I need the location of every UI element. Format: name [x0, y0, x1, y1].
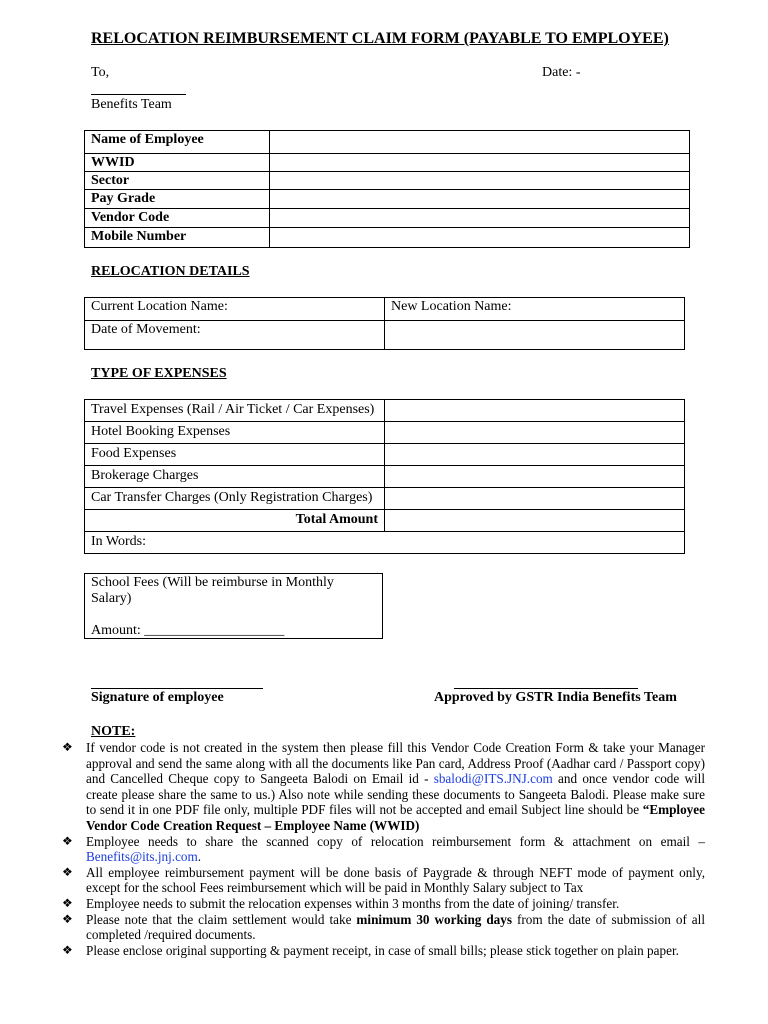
field-label: Mobile Number — [85, 228, 270, 248]
expenses-heading: TYPE OF EXPENSES — [91, 366, 227, 381]
notes-section — [62, 724, 705, 958]
note-text: Please enclose original supporting & payment receipt, in case of small bills; please stick together on plain paper. — [86, 942, 679, 958]
employee-signature-line[interactable] — [91, 688, 263, 689]
note-heading: NOTE: — [91, 724, 136, 739]
date-of-movement-value[interactable] — [385, 321, 685, 350]
total-amount-label: Total Amount — [85, 510, 385, 532]
in-words-field[interactable]: In Words: — [85, 532, 685, 554]
expense-label: Hotel Booking Expenses — [85, 422, 385, 444]
employee-signature-label: Signature of employee — [91, 690, 224, 705]
note-text: All employee reimbursement payment will be done basis of Paygrade & through NEFT mode of payment only, except for the school Fees reimbursement which will be paid in Monthly Salary subject to Tax — [86, 864, 705, 896]
note-item — [62, 896, 705, 912]
note-item — [62, 740, 705, 834]
field-label: WWID — [85, 154, 270, 172]
to-label: To, — [91, 65, 110, 80]
travel-amount-field[interactable] — [385, 400, 685, 422]
school-fees-amount[interactable]: Amount: ____________________ — [91, 623, 285, 638]
sbalodi-email-link[interactable]: sbalodi@ITS.JNJ.com — [433, 771, 553, 787]
benefits-email-link[interactable]: Benefits@its.jnj.com — [86, 849, 198, 865]
note-bold-text: “Employee Vendor Code Creation Request – Employee Name (WWID) — [86, 802, 705, 833]
relocation-heading: RELOCATION DETAILS — [91, 264, 250, 279]
date-label: Date: - — [542, 65, 581, 80]
field-label: Pay Grade — [85, 190, 270, 209]
total-amount-field[interactable] — [385, 510, 685, 532]
diamond-bullet-icon: ❖ — [62, 942, 73, 957]
current-location-cell[interactable]: Current Location Name: — [85, 298, 385, 321]
notes-list — [62, 740, 705, 958]
brokerage-amount-field[interactable] — [385, 466, 685, 488]
field-label: Sector — [85, 172, 270, 190]
sector-field[interactable] — [270, 172, 690, 190]
form-title: RELOCATION REIMBURSEMENT CLAIM FORM (PAYABLE TO EMPLOYEE) — [91, 30, 669, 47]
diamond-bullet-icon: ❖ — [62, 864, 73, 879]
note-text: Employee needs to submit the relocation expenses within 3 months from the date of joining/ transfer. — [86, 895, 620, 911]
note-text: If vendor code is not created in the system then please fill this Vendor Code Creation Form & take your Manager approval and send the same along with all the documents like Pan card, Address Proof (Aadhar card / Passport copy) and Cancelled Cheque copy to Sangeeta Balodi on Email id - — [86, 740, 705, 787]
new-location-cell[interactable]: New Location Name: — [385, 298, 685, 321]
note-text: from the date of submission of all completed /required documents. — [86, 911, 705, 943]
diamond-bullet-icon: ❖ — [62, 911, 73, 926]
note-bold-text: minimum 30 working days — [356, 911, 513, 927]
note-item — [62, 912, 705, 943]
car-transfer-amount-field[interactable] — [385, 488, 685, 510]
hotel-amount-field[interactable] — [385, 422, 685, 444]
diamond-bullet-icon: ❖ — [62, 833, 73, 848]
relocation-details-table — [84, 297, 685, 350]
expense-label: Travel Expenses (Rail / Air Ticket / Car Expenses) — [85, 400, 385, 422]
expense-label: Car Transfer Charges (Only Registration Charges) — [85, 488, 385, 510]
school-fees-box — [84, 573, 383, 639]
note-text: and once vendor code will create please share the same to us.) Also note while sending these documents to Sangeeta Balodi. Please make sure to send it in one PDF file only, multiple PDF files will not be accepted and email Subject line should be — [86, 771, 705, 818]
pay-grade-field[interactable] — [270, 190, 690, 209]
note-item — [62, 865, 705, 896]
field-label: Vendor Code — [85, 209, 270, 228]
note-text: Please note that the claim settlement would take — [86, 911, 357, 927]
date-of-movement-cell[interactable]: Date of Movement: — [85, 321, 385, 350]
note-text: Employee needs to share the scanned copy of relocation reimbursement form & attachment on email – — [86, 833, 705, 849]
to-blank-line — [91, 94, 186, 95]
wwid-field[interactable] — [270, 154, 690, 172]
mobile-number-field[interactable] — [270, 228, 690, 248]
expenses-table — [84, 399, 685, 554]
diamond-bullet-icon: ❖ — [62, 895, 73, 910]
vendor-code-field[interactable] — [270, 209, 690, 228]
approver-signature-label: Approved by GSTR India Benefits Team — [434, 690, 677, 705]
note-item — [62, 834, 705, 865]
note-item — [62, 943, 705, 959]
addressee: Benefits Team — [91, 97, 172, 112]
expense-label: Brokerage Charges — [85, 466, 385, 488]
food-amount-field[interactable] — [385, 444, 685, 466]
employee-details-table — [84, 130, 690, 248]
employee-name-field[interactable] — [270, 131, 690, 154]
approver-signature-line[interactable] — [454, 688, 638, 689]
note-text: . — [197, 849, 202, 865]
expense-label: Food Expenses — [85, 444, 385, 466]
field-label: Name of Employee — [85, 131, 270, 154]
school-fees-label: School Fees (Will be reimburse in Monthly Salary) — [91, 575, 334, 606]
diamond-bullet-icon: ❖ — [62, 740, 73, 754]
